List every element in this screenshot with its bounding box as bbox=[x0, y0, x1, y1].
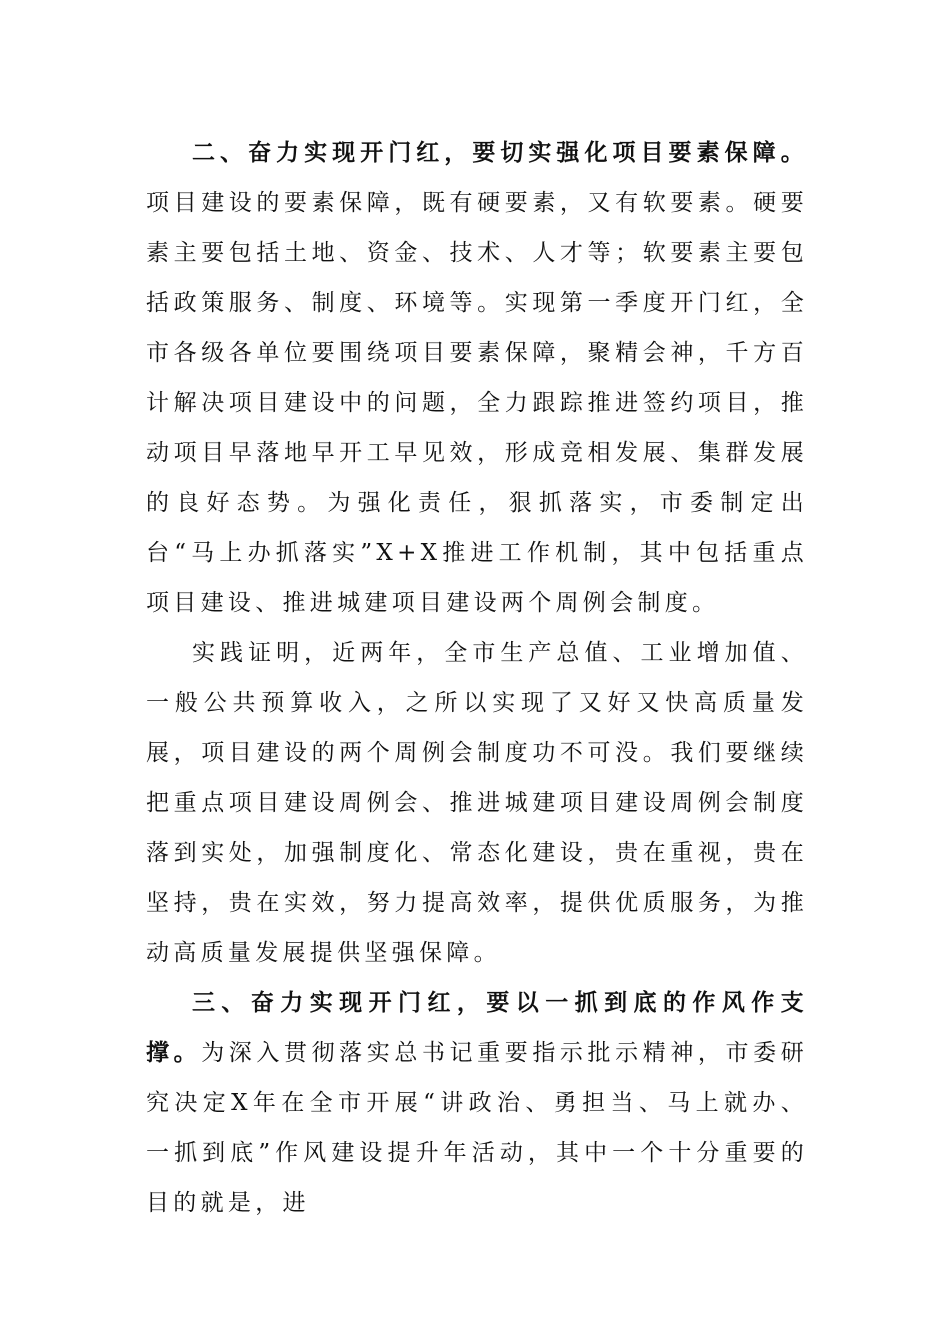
section-two-heading: 二、奋力实现开门红，要切实强化项目要素保障。 bbox=[192, 139, 808, 166]
section-two-body: 项目建设的要素保障，既有硬要素，又有软要素。硬要素主要包括土地、资金、技术、人才等；软要素主要包括政策服务、制度、环境等。实现第一季度开门红，全市各级各单位要围绕项目要素保障，聚精会神，千方百计解决项目建设中的问题，全力跟踪推进签约项目，推动项目早落地早开工早见效，形成竞相发展、集群发展的良好态势。为强化责任，狠抓落实，市委制定出台“马上办抓落实”X+X推进工作机制，其中包括重点项目建设、推进城建项目建设两个周例会制度。 bbox=[146, 190, 808, 616]
practice-proof-body: 实践证明，近两年，全市生产总值、工业增加值、一般公共预算收入，之所以实现了又好又快高质量发展，项目建设的两个周例会制度功不可没。我们要继续把重点项目建设周例会、推进城建项目建设周例会制度落到实处，加强制度化、常态化建设，贵在重视，贵在坚持，贵在实效，努力提高效率，提供优质服务，为推动高质量发展提供坚强保障。 bbox=[146, 640, 808, 966]
paragraph-section-two bbox=[146, 128, 808, 628]
section-three-body: 为深入贯彻落实总书记重要指示批示精神，市委研究决定X年在全市开展“讲政治、勇担当、马上就办、一抓到底”作风建设提升年活动，其中一个十分重要的目的就是，进 bbox=[146, 1040, 808, 1216]
paragraph-practice-proof bbox=[146, 628, 808, 978]
paragraph-section-three bbox=[146, 978, 808, 1228]
document-body bbox=[146, 128, 808, 1228]
section-three-heading: 三、奋力实现开门红，要以一抓到底的作风作支撑。 bbox=[146, 989, 808, 1066]
